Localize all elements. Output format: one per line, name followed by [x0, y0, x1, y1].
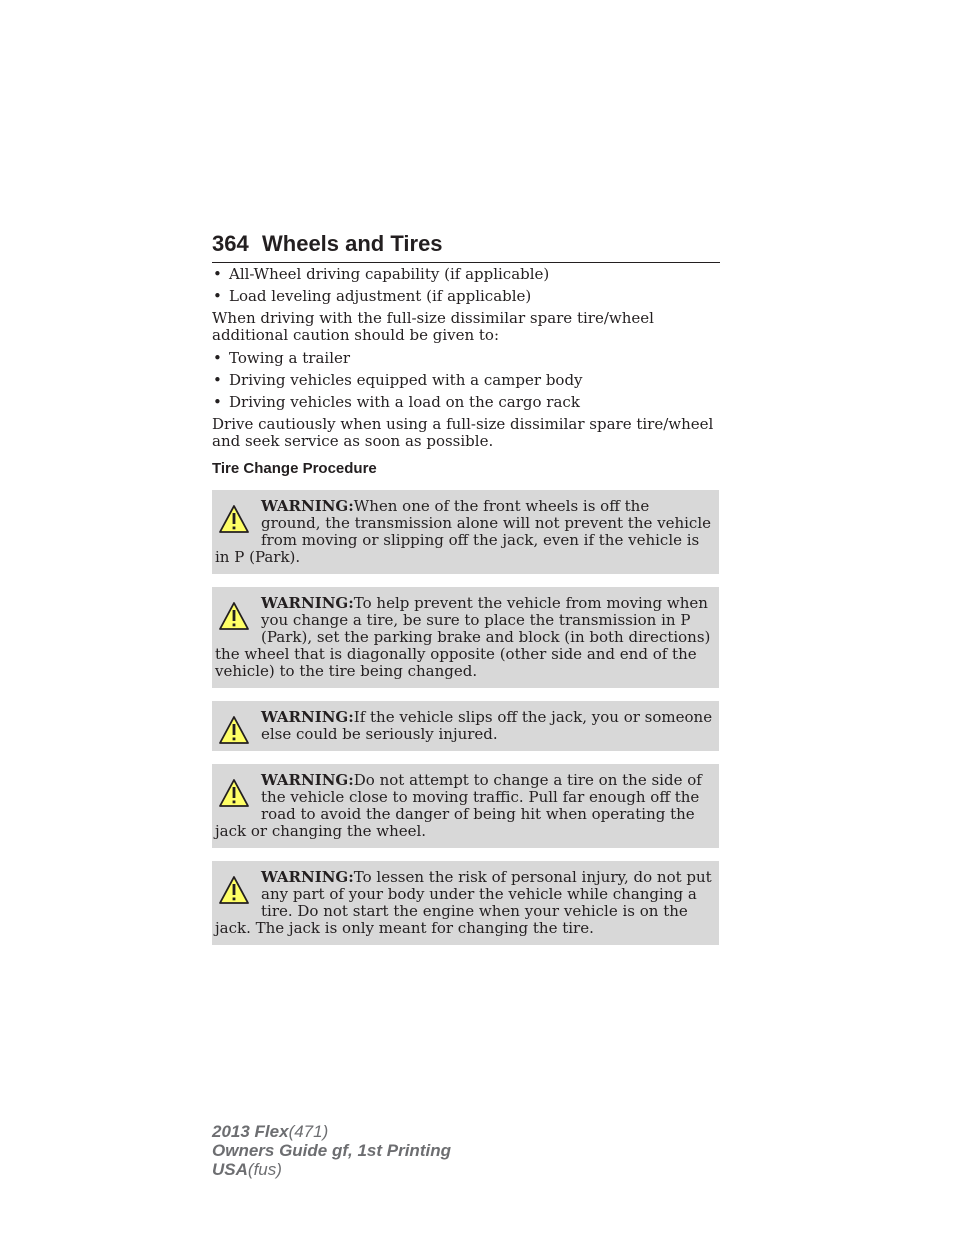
- list-item-text: All-Wheel driving capability (if applicable): [229, 265, 550, 283]
- warning-text: To lessen the risk of personal injury, do not put any part of your body under the vehicle while changing a tire. Do not start the engine when your vehicle is on the jack. The jack is only meant for changing the tire.: [215, 868, 712, 937]
- section-title: Wheels and Tires: [262, 231, 443, 256]
- warning-triangle-icon: [218, 873, 250, 907]
- subheading-tire-change: Tire Change Procedure: [212, 460, 377, 477]
- warning-box: [212, 764, 719, 848]
- list-item: [212, 350, 722, 367]
- footer-code: (471): [288, 1122, 329, 1141]
- warning-triangle-icon: [218, 776, 250, 810]
- list-item-text: Driving vehicles equipped with a camper body: [229, 371, 583, 389]
- list-item-text: Towing a trailer: [229, 349, 351, 367]
- footer-line-2: Owners Guide gf, 1st Printing: [212, 1141, 451, 1160]
- page-content: [212, 266, 722, 958]
- footer-market-code: (fus): [247, 1160, 282, 1179]
- warning-box: [212, 587, 719, 688]
- warning-text: Do not attempt to change a tire on the side of the vehicle close to moving traffic. Pull far enough off the road to avoid the danger of being hit when operating the jack or changing the wheel.: [215, 771, 702, 840]
- paragraph-caution: When driving with the full-size dissimilar spare tire/wheel additional caution should be given to:: [212, 309, 654, 344]
- warning-label: WARNING:: [261, 771, 354, 789]
- warning-label: WARNING:: [261, 594, 354, 612]
- warning-text: If the vehicle slips off the jack, you or someone else could be seriously injured.: [261, 708, 713, 743]
- footer-line-3: [212, 1160, 451, 1179]
- warning-text: To help prevent the vehicle from moving when you change a tire, be sure to place the transmission in P (Park), set the parking brake and block (in both directions) the wheel that is diagonally opposite (other side and end of the vehicle) to the tire being changed.: [215, 594, 711, 680]
- list-item-text: Driving vehicles with a load on the cargo rack: [229, 393, 580, 411]
- warning-triangle-icon: [218, 713, 250, 747]
- list-item: [212, 372, 722, 389]
- bullet-icon: •: [213, 265, 222, 283]
- warning-box: [212, 701, 719, 751]
- footer-model: 2013 Flex: [212, 1122, 289, 1141]
- footer-market: USA: [212, 1160, 248, 1179]
- bullet-icon: •: [213, 393, 222, 411]
- list-item-text: Load leveling adjustment (if applicable): [229, 287, 532, 305]
- page-number: 364: [212, 231, 249, 256]
- bullet-icon: •: [213, 349, 222, 367]
- warning-label: WARNING:: [261, 497, 354, 515]
- warning-triangle-icon: [218, 599, 250, 633]
- warning-box: [212, 490, 719, 574]
- warning-label: WARNING:: [261, 868, 354, 886]
- list-item: [212, 288, 722, 305]
- print-footer: [212, 1122, 451, 1179]
- footer-line-1: [212, 1122, 451, 1141]
- bullet-icon: •: [213, 287, 222, 305]
- bullet-icon: •: [213, 371, 222, 389]
- list-item: [212, 394, 722, 411]
- list-item: [212, 266, 722, 283]
- paragraph-drive: Drive cautiously when using a full-size dissimilar spare tire/wheel and seek service as soon as possible.: [212, 415, 714, 450]
- warning-text: When one of the front wheels is off the ground, the transmission alone will not prevent the vehicle from moving or slipping off the jack, even if the vehicle is in P (Park).: [215, 497, 712, 566]
- page-header: [212, 226, 720, 263]
- warning-triangle-icon: [218, 502, 250, 536]
- warning-label: WARNING:: [261, 708, 354, 726]
- warning-box: [212, 861, 719, 945]
